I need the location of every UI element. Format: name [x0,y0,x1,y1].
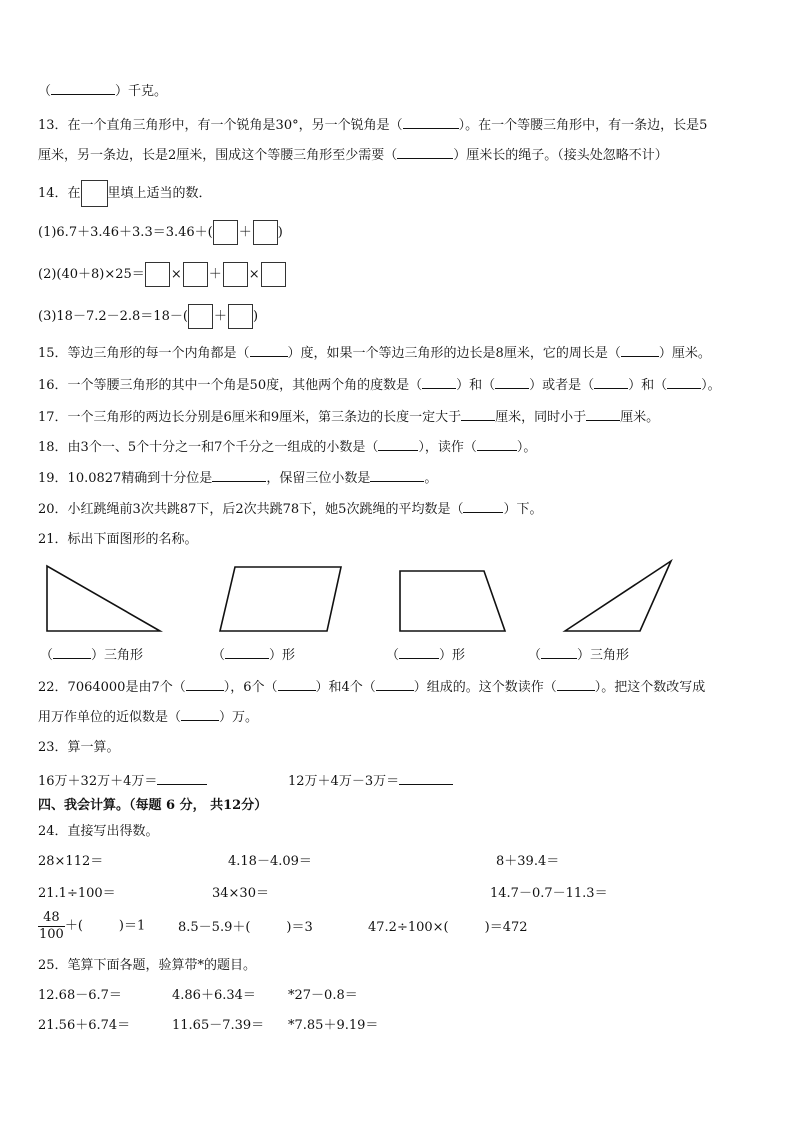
q24-r2-c3: 14.7－0.7－11.3＝ [490,886,608,901]
shape-label-1: （ ）三角形 [40,644,143,666]
answer-blank[interactable] [477,436,517,451]
answer-blank[interactable] [53,644,91,659]
question-23-expr-1: 16万＋32万＋4万＝ [38,770,207,792]
answer-blank[interactable] [399,770,453,785]
answer-blank[interactable] [557,676,595,691]
q24-r3-c1: $\frac{48}{100}$ ＋( )＝1 [39,910,146,942]
answer-blank[interactable] [541,644,577,659]
answer-blank[interactable] [370,467,424,482]
fraction: $\frac{48}{100}$ [39,910,64,942]
q25-r2-c2: 11.65－7.39＝ [172,1018,265,1033]
question-14-2: (2)(40＋8)×25＝ × ＋ × [38,262,286,287]
question-22-line1: 22．7064000是由7个（ ），6个（ ）和4个（ ）组成的。这个数读作（ ）。把这个数改写成 [38,676,705,698]
shape-label-3: （ ）形 [386,644,465,666]
answer-box-sample [81,180,108,207]
answer-box[interactable] [183,262,208,287]
q24-r3-c3: 47.2÷100×( )＝472 [368,920,528,935]
question-18: 18．由3个一、5个十分之一和7个千分之一组成的小数是（ ），读作（ ）。 [38,436,536,458]
answer-blank[interactable] [399,644,439,659]
answer-blank[interactable] [157,770,207,785]
answer-box[interactable] [253,220,278,245]
shape-figures [0,555,794,655]
answer-box[interactable] [223,262,248,287]
shape-label-4: （ ）三角形 [528,644,629,666]
answer-box[interactable] [261,262,286,287]
right-triangle-shape [47,566,160,631]
question-23-expr-2: 12万＋4万－3万＝ [288,770,453,792]
answer-blank[interactable] [378,436,418,451]
answer-blank[interactable] [422,374,456,389]
question-21: 21．标出下面图形的名称。 [38,532,198,547]
question-14: 14．在 里填上适当的数． [38,180,212,207]
obtuse-triangle-shape [565,561,671,631]
q25-r1-c3: *27－0.8＝ [288,988,358,1003]
q24-r1-c3: 8＋39.4＝ [496,854,560,869]
q24-r2-c1: 21.1÷100＝ [38,886,116,901]
question-23: 23．算一算。 [38,740,120,755]
q25-r2-c1: 21.56＋6.74＝ [38,1018,131,1033]
question-25: 25．笔算下面各题，验算带*的题目。 [38,958,257,973]
question-19: 19．10.0827精确到十分位是 ，保留三位小数是 。 [38,467,437,489]
q25-r1-c1: 12.68－6.7＝ [38,988,122,1003]
section-4-heading: 四、我会计算。（每题 6 分， 共12分） [38,798,268,813]
answer-blank[interactable] [463,498,503,513]
question-14-1: (1)6.7＋3.46＋3.3＝3.46＋( ＋ ) [38,220,283,245]
answer-blank[interactable] [397,144,453,159]
answer-blank[interactable] [186,676,224,691]
q24-r3-c2: 8.5－5.9＋( )＝3 [178,920,313,935]
question-17: 17．一个三角形的两边长分别是6厘米和9厘米，第三条边的长度一定大于 厘米，同时小于 厘米。 [38,406,659,428]
answer-blank[interactable] [225,644,269,659]
q24-r1-c1: 28×112＝ [38,854,104,869]
answer-box[interactable] [213,220,238,245]
question-20: 20．小红跳绳前3次共跳87下，后2次共跳78下，她5次跳绳的平均数是（ ）下。 [38,498,542,520]
answer-blank[interactable] [667,374,701,389]
answer-box[interactable] [145,262,170,287]
q25-r2-c3: *7.85＋9.19＝ [288,1018,379,1033]
q24-r1-c2: 4.18－4.09＝ [228,854,312,869]
answer-blank[interactable] [51,80,115,95]
answer-blank[interactable] [376,676,414,691]
parallelogram-shape [220,567,341,631]
answer-blank[interactable] [212,467,266,482]
answer-box[interactable] [228,304,253,329]
answer-blank[interactable] [278,676,316,691]
answer-blank[interactable] [250,342,288,357]
answer-box[interactable] [188,304,213,329]
prev-question-tail: （ ）千克。 [38,80,167,102]
question-13-line1: 13．在一个直角三角形中，有一个锐角是30°，另一个锐角是（ ）。在一个等腰三角形中，有一条边，长是5 [38,114,707,136]
question-15: 15．等边三角形的每一个内角都是（ ）度，如果一个等边三角形的边长是8厘米，它的周长是（ ）厘米。 [38,342,711,364]
answer-blank[interactable] [403,114,459,129]
answer-blank[interactable] [461,406,495,421]
shape-label-2: （ ）形 [212,644,295,666]
answer-blank[interactable] [594,374,628,389]
trapezoid-shape [400,571,505,631]
question-22-line2: 用万作单位的近似数是（ ）万。 [38,706,258,728]
question-16: 16．一个等腰三角形的其中一个角是50度，其他两个角的度数是（ ）和（ ）或者是（ ）和（ ）。 [38,374,721,396]
question-14-3: (3)18－7.2－2.8＝18－( ＋ ) [38,304,258,329]
q25-r1-c2: 4.86＋6.34＝ [172,988,256,1003]
question-13-line2: 厘米，另一条边，长是2厘米，围成这个等腰三角形至少需要（ ）厘米长的绳子。（接头处忽略不计） [38,144,668,166]
q24-r2-c2: 34×30＝ [212,886,269,901]
answer-blank[interactable] [586,406,620,421]
answer-blank[interactable] [495,374,529,389]
question-24: 24．直接写出得数。 [38,824,159,839]
answer-blank[interactable] [621,342,659,357]
answer-blank[interactable] [181,706,219,721]
